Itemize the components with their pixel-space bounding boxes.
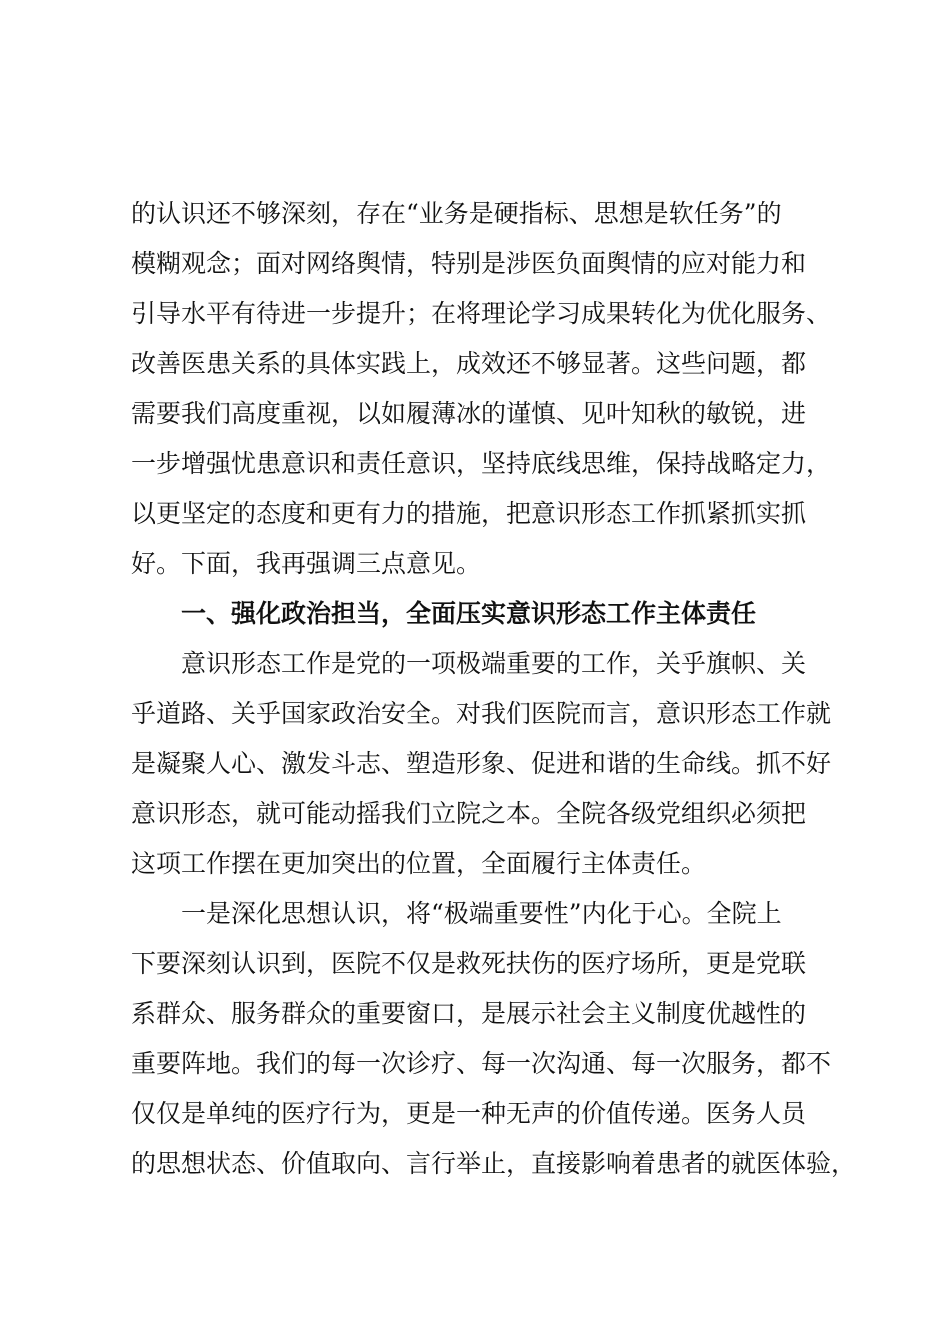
section-heading: 一、强化政治担当，全面压实意识形态工作主体责任 [181,599,757,628]
paragraph-line: 模糊观念；面对网络舆情，特别是涉医负面舆情的应对能力和 [131,249,807,278]
paragraph-line: 一步增强忧患意识和责任意识，坚持底线思维，保持战略定力， [131,449,832,478]
paragraph-line: 仅仅是单纯的医疗行为，更是一种无声的价值传递。医务人员 [131,1099,807,1128]
paragraph-line: 的思想状态、价值取向、言行举止，直接影响着患者的就医体验， [131,1149,857,1178]
paragraph-line: 意识形态工作是党的一项极端重要的工作，关乎旗帜、关 [181,649,807,678]
paragraph-line: 意识形态，就可能动摇我们立院之本。全院各级党组织必须把 [131,799,807,828]
paragraph-line: 系群众、服务群众的重要窗口，是展示社会主义制度优越性的 [131,999,807,1028]
paragraph-line: 的认识还不够深刻，存在“业务是硬指标、思想是软任务”的 [131,199,782,228]
paragraph-line: 一是深化思想认识，将“极端重要性”内化于心。全院上 [181,899,782,928]
paragraph-line: 乎道路、关乎国家政治安全。对我们医院而言，意识形态工作就 [131,699,832,728]
paragraph-line: 是凝聚人心、激发斗志、塑造形象、促进和谐的生命线。抓不好 [131,749,832,778]
paragraph-line: 改善医患关系的具体实践上，成效还不够显著。这些问题，都 [131,349,807,378]
paragraph-line: 需要我们高度重视，以如履薄冰的谨慎、见叶知秋的敏锐，进 [131,399,807,428]
paragraph-line: 这项工作摆在更加突出的位置，全面履行主体责任。 [131,849,707,878]
paragraph-line: 引导水平有待进一步提升；在将理论学习成果转化为优化服务、 [131,299,832,328]
paragraph-line: 下要深刻认识到，医院不仅是救死扶伤的医疗场所，更是党联 [131,949,807,978]
paragraph-line: 好。下面，我再强调三点意见。 [131,549,482,578]
paragraph-line: 重要阵地。我们的每一次诊疗、每一次沟通、每一次服务，都不 [131,1049,832,1078]
paragraph-line: 以更坚定的态度和更有力的措施，把意识形态工作抓紧抓实抓 [131,499,807,528]
